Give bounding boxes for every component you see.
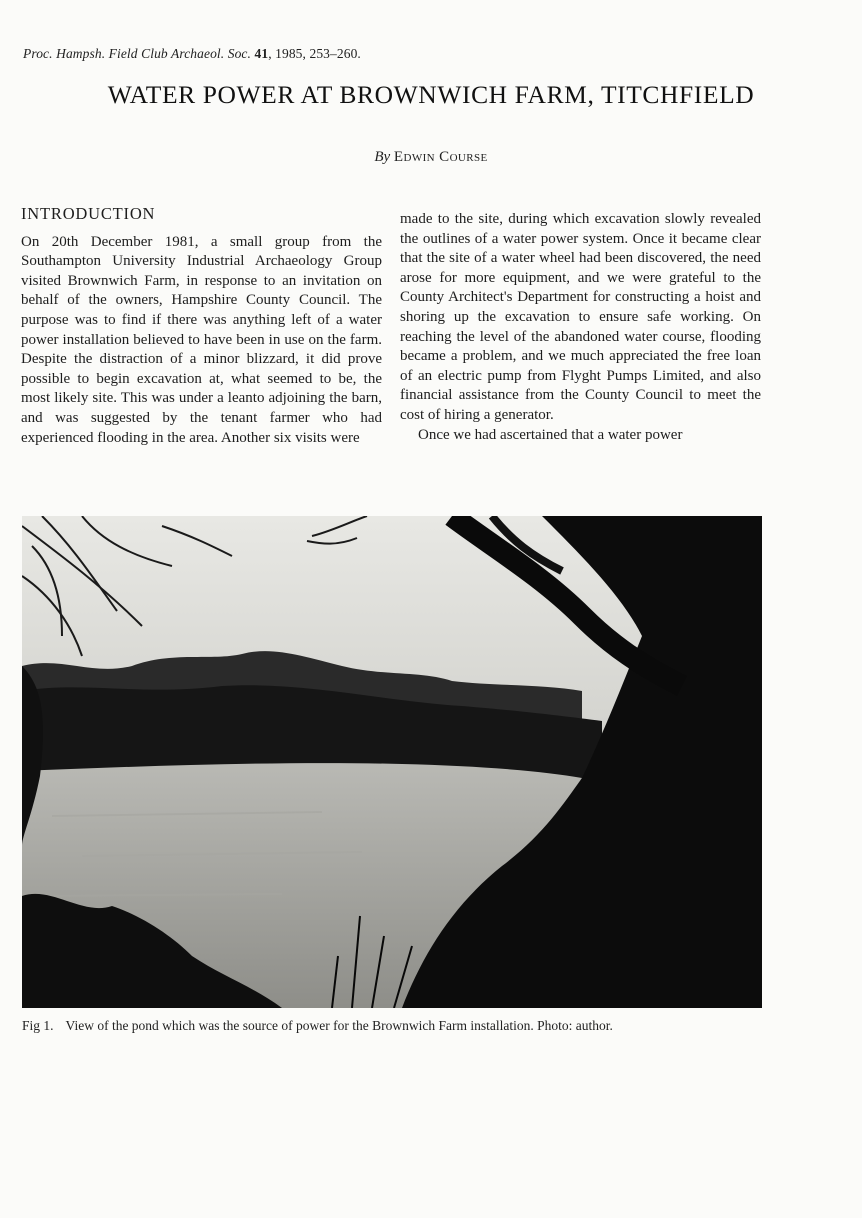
intro-paragraph: On 20th December 1981, a small group from the Southampton University Industrial Archaeology Group visited Brownwich Farm, in response to an invitation on behalf of the owners, Hampshire County Council. The purpose was to find if there was anything left of a water power installation believed to have been in use on the farm. Despite the distraction of a minor blizzard, it did prove possible to begin excavation at, what seemed to be, the most likely site. This was under a leanto adjoining the barn, and was suggested by the tenant farmer who had experienced flooding in the area. Another six visits were	[21, 233, 382, 446]
left-column	[21, 204, 382, 448]
author-byline	[0, 149, 862, 166]
article-title: WATER POWER AT BROWNWICH FARM, TITCHFIELD	[107, 80, 755, 109]
continued-paragraph: made to the site, during which excavation slowly revealed the outlines of a water power system. Once it became clear that the site of a water wheel had been discovered, the need arose for more equipment, and we were grateful to the County Architect's Department for constructing a hoist and shoring up the excavation to ensure safe working. On reaching the level of the abandoned water course, flooding became a problem, and we much appreciated the free loan of an electric pump from Flyght Pumps Limited, and also financial assistance from the County Council to meet the cost of hiring a generator.	[400, 211, 761, 423]
right-column	[400, 210, 761, 445]
author-name: Edwin Course	[393, 149, 488, 165]
year-pages: , 1985, 253–260.	[268, 46, 361, 61]
journal-citation	[23, 46, 361, 62]
figure-caption	[22, 1018, 782, 1034]
section-heading: INTRODUCTION	[21, 204, 156, 223]
pond-photo-image	[22, 516, 762, 1008]
pond-photograph	[22, 516, 762, 1008]
caption-text: View of the pond which was the source of power for the Brownwich Farm installation. Photo: author.	[65, 1018, 613, 1033]
byline-prefix: By	[374, 149, 391, 165]
journal-name: Proc. Hampsh. Field Club Archaeol. Soc.	[23, 46, 251, 61]
next-paragraph: Once we had ascertained that a water power	[418, 426, 683, 443]
volume-number: 41	[254, 46, 269, 61]
figure-label: Fig 1.	[22, 1018, 54, 1033]
